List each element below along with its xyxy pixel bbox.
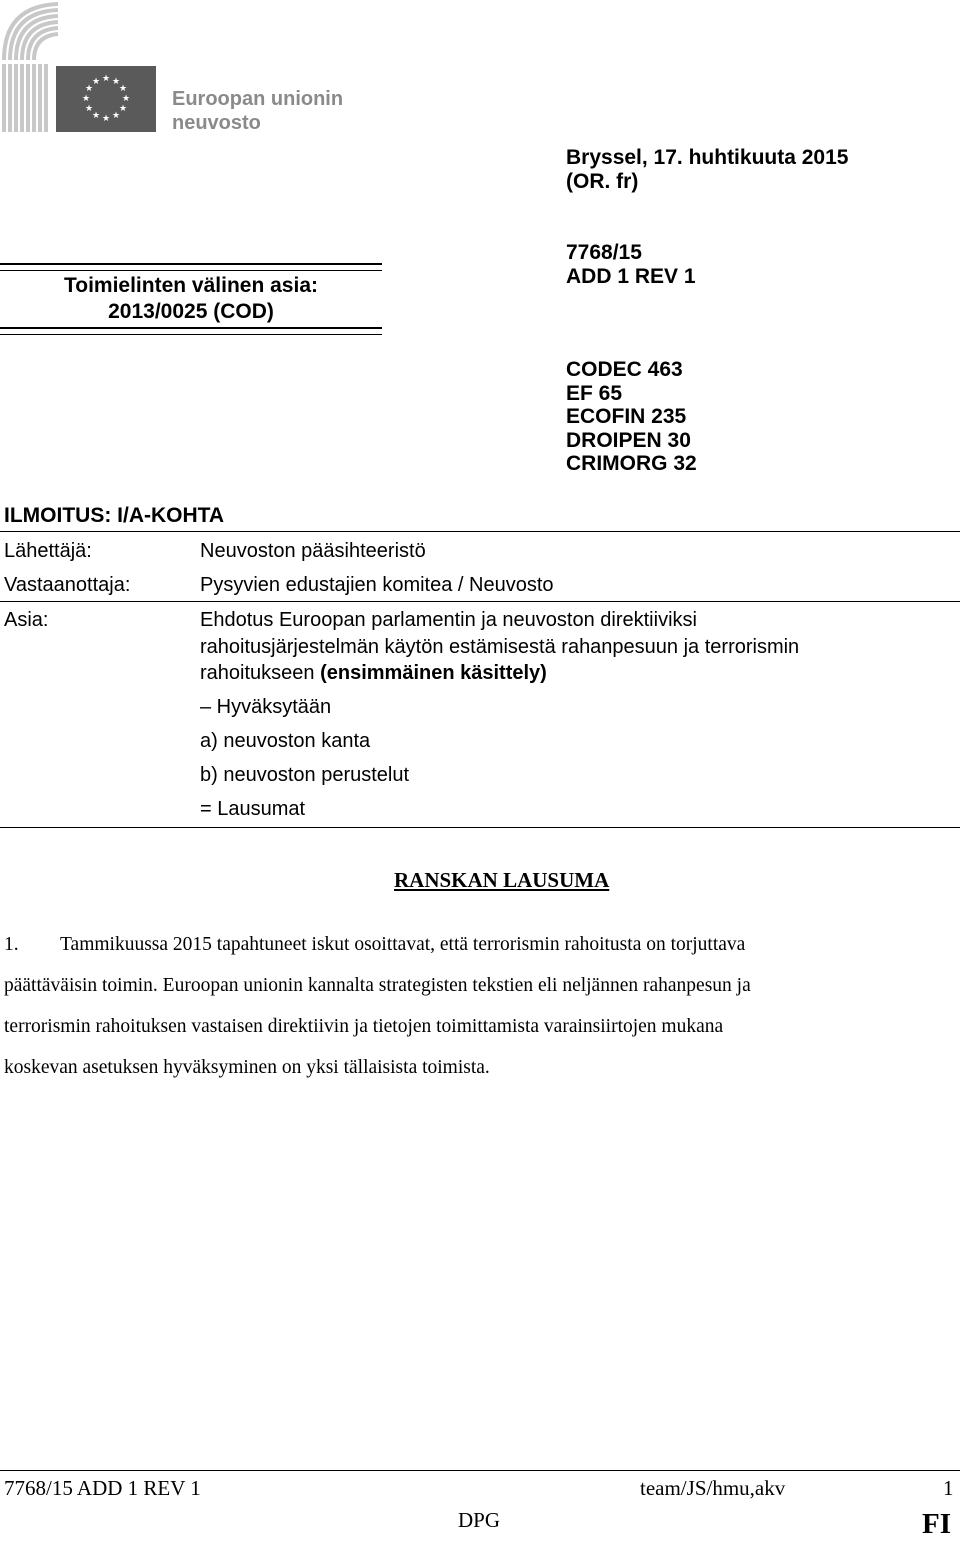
interinstitutional-number: 2013/0025 (COD) (108, 300, 274, 323)
code-line: DROIPEN 30 (566, 429, 691, 452)
org-name-line1: Euroopan unionin (172, 88, 344, 110)
footer-doc-ref: 7768/15 ADD 1 REV 1 (4, 1476, 201, 1500)
footer-rule (0, 1470, 960, 1471)
subject-line: rahoitusjärjestelmän käytön estämisestä rahanpesuun ja terrorismin (200, 636, 800, 658)
svg-text:★: ★ (101, 114, 111, 124)
notice-title: ILMOITUS: I/A-KOHTA (4, 504, 225, 527)
notice-rule-top (0, 531, 960, 532)
subject-item: b) neuvoston perustelut (200, 764, 410, 786)
subject-item: a) neuvoston kanta (200, 730, 371, 752)
eu-flag-logo (56, 66, 156, 132)
code-line: ECOFIN 235 (566, 405, 687, 428)
interinstitutional-label: Toimielinten välinen asia: (63, 274, 318, 297)
svg-text:★: ★ (91, 77, 101, 87)
subject-line (200, 662, 547, 685)
footer-initials: team/JS/hmu,akv (640, 1476, 786, 1500)
notice-rule-mid (0, 601, 960, 602)
svg-text:★: ★ (111, 77, 121, 87)
subject-label: Asia: (4, 609, 49, 631)
statement-line: Tammikuussa 2015 tapahtuneet iskut osoittavat, että terrorismin rahoitusta on torjuttava (60, 934, 746, 955)
code-line: EF 65 (566, 382, 623, 405)
statement-title: RANSKAN LAUSUMA (394, 868, 610, 892)
recipient-value: Pysyvien edustajien komitea / Neuvosto (200, 574, 554, 596)
sender-label: Lähettäjä: (4, 540, 92, 562)
footer-department: DPG (458, 1508, 501, 1532)
org-name-line2: neuvosto (172, 112, 261, 134)
footer-page-number: 1 (943, 1476, 954, 1500)
svg-text:★: ★ (118, 84, 128, 94)
svg-text:★: ★ (118, 104, 128, 114)
statement-line: koskevan asetuksen hyväksyminen on yksi tällaisista toimista. (4, 1057, 490, 1078)
subject-line3-text: rahoitukseen (200, 662, 315, 684)
recipient-label: Vastaanottaja: (4, 574, 131, 596)
place-date: Bryssel, 17. huhtikuuta 2015 (566, 146, 849, 169)
subject-item: – Hyväksytään (200, 696, 332, 718)
subject-item: = Lausumat (200, 798, 306, 820)
rule-bottom (0, 327, 382, 335)
footer-language: FI (922, 1508, 951, 1540)
svg-text:★: ★ (121, 94, 131, 104)
paragraph-number: 1. (4, 934, 19, 955)
code-line: CRIMORG 32 (566, 452, 697, 475)
doc-number: 7768/15 (566, 241, 642, 264)
svg-text:★: ★ (84, 84, 94, 94)
statement-line: päättäväisin toimin. Euroopan unionin kannalta strategisten tekstien eli neljännen rahanpesun ja (4, 975, 751, 996)
svg-text:★: ★ (111, 111, 121, 121)
svg-text:★: ★ (81, 94, 91, 104)
svg-text:★: ★ (101, 74, 111, 84)
code-line: CODEC 463 (566, 358, 683, 381)
sender-value: Neuvoston pääsihteeristö (200, 540, 426, 562)
subject-line: Ehdotus Euroopan parlamentin ja neuvoston direktiiviksi (200, 609, 697, 631)
notice-rule-bottom (0, 827, 960, 828)
doc-addendum: ADD 1 REV 1 (566, 265, 696, 288)
original-language: (OR. fr) (566, 170, 639, 193)
rule-top (0, 263, 382, 271)
svg-text:★: ★ (91, 111, 101, 121)
subject-reading-stage: (ensimmäinen käsittely) (320, 662, 547, 684)
statement-line: terrorismin rahoituksen vastaisen direktiivin ja tietojen toimittamista varainsiirtojen mukana (4, 1016, 724, 1037)
svg-text:★: ★ (84, 104, 94, 114)
